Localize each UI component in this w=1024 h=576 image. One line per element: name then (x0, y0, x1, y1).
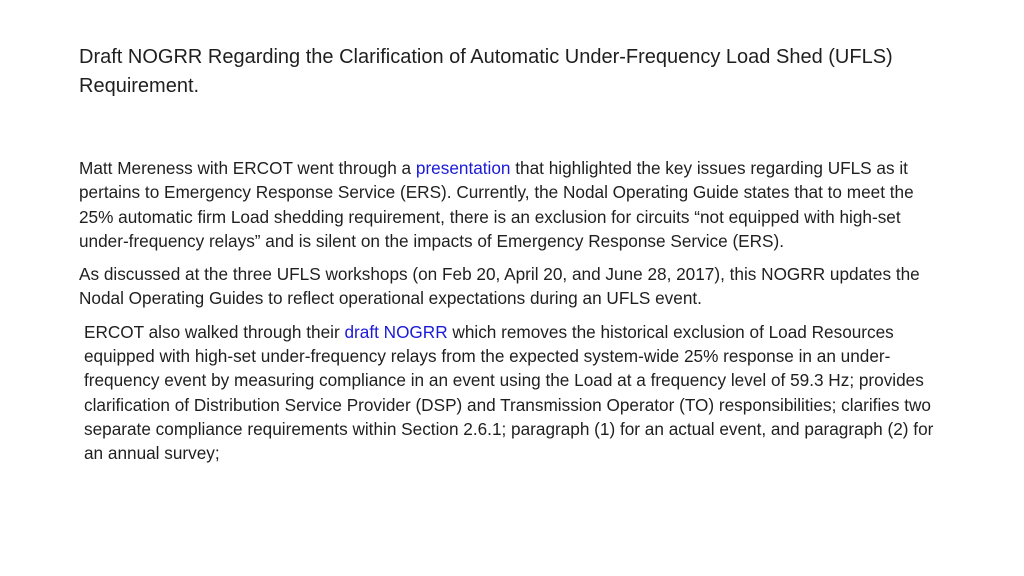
paragraph-3-body-text: which removes the historical exclusion of Load Resources equipped with high-set under-frequency relays from the expected system-wide 25% response in an under-frequency event by measuring compliance in an event using the Load at a frequency level of 59.3 Hz; provides clarification of Distribution Service Provider (DSP) and Transmission Operator (TO) responsibilities; clarifies two separate compliance requirements within Section 2.6.1; paragraph (1) for an actual event, and paragraph (2) for an annual survey; (84, 321, 934, 464)
paragraph-3-intro-text: ERCOT also walked through their (84, 321, 345, 342)
paragraph-workshops: As discussed at the three UFLS workshops (on Feb 20, April 20, and June 28, 2017), this NOGRR updates the Nodal Operating Guides to reflect operational expectations during an UFLS event. (79, 264, 920, 309)
paragraph-draft-nogrr-summary (79, 320, 951, 466)
slide-title: Draft NOGRR Regarding the Clarification of Automatic Under-Frequency Load Shed (UFLS) Requirement. (79, 46, 893, 97)
paragraph-1-intro-text: Matt Mereness with ERCOT went through a (79, 158, 416, 178)
draft-nogrr-link[interactable]: draft NOGRR (344, 321, 448, 342)
slide-body (79, 156, 951, 475)
presentation-link[interactable]: presentation (415, 158, 511, 178)
paragraph-presentation-summary (79, 156, 951, 253)
paragraph-1-body-text: that highlighted the key issues regarding UFLS as it pertains to Emergency Response Service (ERS). Currently, the Nodal Operating Guide states that to meet the 25% automatic firm Load shedding requirement, there is an exclusion for circuits “not equipped with high-set under-frequency relays” and is silent on the impacts of Emergency Response Service (ERS). (79, 158, 914, 251)
